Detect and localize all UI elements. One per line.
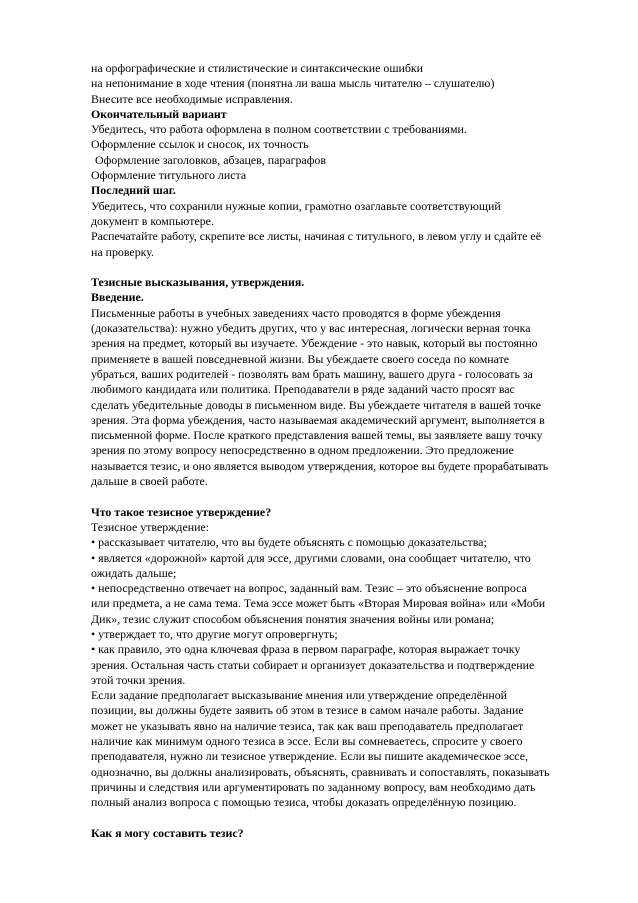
text-line: позиции, вы должны будете заявить об этом в тезисе в самом начале работы. Задание <box>91 703 524 718</box>
bullet-line: • как правило, это одна ключевая фраза в первом параграфе, которая выражает точку <box>91 642 521 657</box>
thesis-heading: Тезисные высказывания, утверждения. <box>91 275 305 290</box>
what-is-thesis-section <box>91 520 598 811</box>
text-line: убраться, ваших родителей - позволять вам брать машину, вашего друга - голосовать за <box>91 366 533 381</box>
text-line: Оформление ссылок и сносок, их точность <box>91 137 309 152</box>
text-line: на проверку. <box>91 244 154 259</box>
text-line: Распечатайте работу, скрепите все листы, начиная с титульного, в левом углу и сдайте её <box>91 229 541 244</box>
text-line: называется тезис, и оно является выводом утверждения, которое вы будете прорабатывать <box>91 458 549 473</box>
text-line: Тезисное утверждение: <box>91 519 210 534</box>
text-line: на непонимание в ходе чтения (понятна ли ваша мысль читателю – слушателю) <box>91 76 495 91</box>
text-line: любимого кандидата или политика. Преподаватели в ряде заданий часто просят вас <box>91 382 515 397</box>
text-line: этой точки зрения. <box>91 672 186 687</box>
text-line: применяете в вашей повседневной жизни. Вы убеждаете своего соседа по комнате <box>91 351 510 366</box>
text-line: причины и следствия или аргументировать по заданному вопросу, вам необходимо дать <box>91 779 536 794</box>
bullet-line: • рассказывает читателю, что вы будете объяснять с помощью доказательства; <box>91 535 487 550</box>
bullet-line: • является «дорожной» картой для эссе, другими словами, она сообщает читателю, что <box>91 550 531 565</box>
text-line: на орфографические и стилистические и синтаксические ошибки <box>91 61 424 75</box>
text-line: Оформление титульного листа <box>91 168 247 183</box>
how-to-compose-heading: Как я могу составить тезис? <box>91 825 244 840</box>
text-line: полный анализ вопроса с помощью тезиса, чтобы доказать определённую позицию. <box>91 795 517 810</box>
text-line: (доказательства): нужно убедить других, что у вас интересная, логически верная точка <box>91 321 531 336</box>
text-line: Дик», тезис служит способом объяснения понятия значения войны или романа; <box>91 611 495 626</box>
last-step-section <box>91 199 598 260</box>
what-is-thesis-heading: Что такое тезисное утверждение? <box>91 504 272 519</box>
text-line: сделать убедительные доводы в письменном виде. Вы убеждаете читателя в вашей точке <box>91 397 542 412</box>
text-line: преподавателя, нужно ли тезисное утверждение. Если вы пишите академическое эссе, <box>91 749 528 764</box>
text-line: Если задание предполагает высказывание мнения или утверждение определённой <box>91 688 508 703</box>
text-line: Убедитесь, что работа оформлена в полном соответствии с требованиями. <box>91 122 467 137</box>
text-line: Оформление заголовков, абзацев, параграфов <box>95 152 326 167</box>
paragraph-gap <box>91 489 598 504</box>
paragraph-gap <box>91 811 598 826</box>
text-line: Внесите все необходимые исправления. <box>91 91 293 106</box>
text-line: зрения. Остальная часть статьи собирает и организует доказательства и подтверждение <box>91 657 535 672</box>
intro-heading: Введение. <box>91 290 144 305</box>
final-version-section <box>91 122 598 183</box>
text-line: зрения. Эта форма убеждения, часто называемая академический аргумент, выполняется в <box>91 412 545 427</box>
text-line: или предмета, а не сама тема. Тема эссе может быть «Вторая Мировая война» или «Моби <box>91 596 546 611</box>
text-line: письменной форме. После краткого представления вашей темы, вы заявляете вашу точку <box>91 428 543 443</box>
bullet-line: • непосредственно отвечает на вопрос, заданный вам. Тезис – это объяснение вопроса <box>91 581 527 596</box>
text-line: наличие как минимум одного тезиса в эссе. Если вы сомневаетесь, спросите у своего <box>91 734 523 749</box>
text-line: Письменные работы в учебных заведениях часто проводятся в форме убеждения <box>91 305 501 320</box>
revision-checklist <box>91 61 598 107</box>
bullet-line: • утверждает то, что другие могут опровергнуть; <box>91 626 338 641</box>
text-line: дальше в своей работе. <box>91 474 208 489</box>
paragraph-gap <box>91 260 598 275</box>
text-line: документ в компьютере. <box>91 213 214 228</box>
text-line: зрения на предмет, который вы изучаете. Убеждение - это навык, который вы постоянно <box>91 336 538 351</box>
text-line: зрения по этому вопросу непосредственно в одном предложении. Это предложение <box>91 443 514 458</box>
last-step-heading: Последний шаг. <box>91 183 176 198</box>
text-line: Убедитесь, что сохранили нужные копии, грамотно озаглавьте соответствующий <box>91 198 501 213</box>
text-line: может не указывать явно на наличие тезиса, так как ваш преподаватель предполагает <box>91 718 524 733</box>
text-line: ожидать дальше; <box>91 565 177 580</box>
final-version-heading: Окончательный вариант <box>91 106 227 121</box>
text-line: однозначно, вы должны анализировать, объяснять, сравнивать и сопоставлять, показывать <box>91 764 550 779</box>
intro-paragraph <box>91 306 598 490</box>
